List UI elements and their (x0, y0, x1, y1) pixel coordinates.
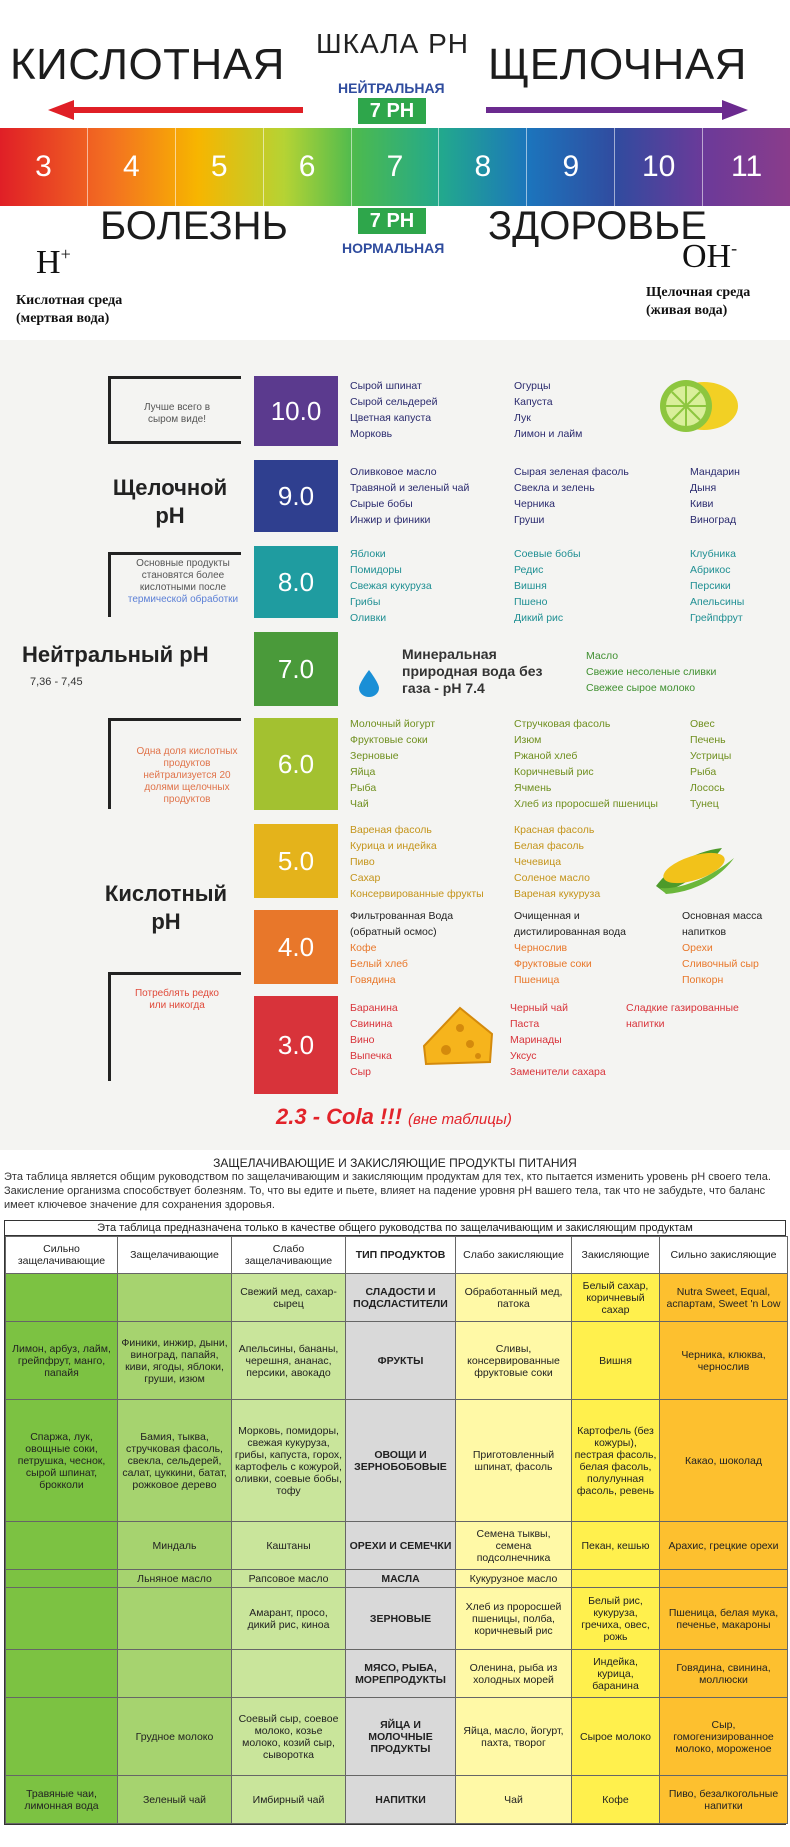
table-row (6, 1322, 788, 1400)
table-cell: НАПИТКИ (346, 1776, 456, 1824)
ph-tile-7: 7.0 (254, 632, 338, 706)
health-heading: ЗДОРОВЬЕ (488, 204, 707, 248)
table-row (6, 1522, 788, 1570)
table-cell: Яйца, масло, йогурт, пахта, творог (456, 1698, 572, 1776)
table-cell: Пекан, кешью (572, 1522, 660, 1570)
food-list: Баранина Свинина Вино Выпечка Сыр (350, 1002, 398, 1078)
ph-cell: 6 (264, 128, 352, 206)
ph-cell: 8 (439, 128, 527, 206)
table-cell (118, 1650, 232, 1698)
lime-icon (652, 376, 742, 436)
food-table (4, 1220, 786, 1825)
table-cell: Хлеб из проросшей пшеницы, полба, коричневый рис (456, 1588, 572, 1650)
water-drop-icon (356, 668, 382, 698)
table-cell (660, 1570, 788, 1588)
table-cell: Грудное молоко (118, 1698, 232, 1776)
header-cell: Закисляющие (572, 1237, 660, 1274)
table-cell: Какао, шоколад (660, 1400, 788, 1522)
ph-cell: 4 (88, 128, 176, 206)
table-row (6, 1776, 788, 1824)
ph-tile-5: 5.0 (254, 824, 338, 898)
table-cell: Индейка, курица, баранина (572, 1650, 660, 1698)
table-cell: Лимон, арбуз, лайм, грейпфрут, манго, папайя (6, 1322, 118, 1400)
ph-tile-6: 6.0 (254, 718, 338, 810)
neutral-label: НЕЙТРАЛЬНАЯ (338, 80, 445, 96)
table-cell: Черника, клюква, чернослив (660, 1322, 788, 1400)
header-cell: Слабо закисляющие (456, 1237, 572, 1274)
table-cell (118, 1274, 232, 1322)
ph-cell: 9 (527, 128, 615, 206)
cheese-icon (420, 1004, 496, 1068)
ph-tile-4: 4.0 (254, 910, 338, 984)
food-list: Сырой шпинат Сырой сельдерей Цветная капуста Морковь (350, 380, 438, 440)
table-cell: Апельсины, бананы, черешня, ананас, персики, авокадо (232, 1322, 346, 1400)
food-list: Масло Свежие несоленые сливки Свежее сырое молоко (586, 650, 717, 694)
ph-tile-3: 3.0 (254, 996, 338, 1094)
table-cell: Каштаны (232, 1522, 346, 1570)
food-list: Красная фасоль Белая фасоль Чечевица Соленое масло Вареная кукуруза (514, 824, 601, 900)
table-cell: Кофе (572, 1776, 660, 1824)
food-list: Огурцы Капуста Лук Лимон и лайм (514, 380, 583, 440)
neutral-range: 7,36 - 7,45 (30, 676, 83, 688)
table-cell (6, 1698, 118, 1776)
acid-heading: КИСЛОТНАЯ (10, 40, 285, 89)
ph-gradient-bar (0, 128, 790, 206)
neutral-ph-label: Нейтральный pH (22, 642, 209, 667)
cola-note: 2.3 - Cola !!! (вне таблицы) (276, 1104, 512, 1129)
ph-cell: 10 (615, 128, 703, 206)
ph7-badge-bottom: 7 PH (358, 208, 426, 234)
table-cell (118, 1588, 232, 1650)
normal-label: НОРМАЛЬНАЯ (342, 240, 445, 256)
table-cell (232, 1650, 346, 1698)
header-cell: Сильно закисляющие (660, 1237, 788, 1274)
ph-cell: 5 (176, 128, 264, 206)
food-table-section (0, 1150, 790, 1847)
arrow-left-icon (48, 100, 308, 120)
table-cell: Свежий мед, сахар-сырец (232, 1274, 346, 1322)
table-row (6, 1588, 788, 1650)
table-cell: Приготовленный шпинат, фасоль (456, 1400, 572, 1522)
table-cell (6, 1274, 118, 1322)
note-cooked: Основные продукты становятся более кислотными после термической обработки (127, 558, 239, 605)
header-cell: ТИП ПРОДУКТОВ (346, 1237, 456, 1274)
table-cell: Обработанный мед, патока (456, 1274, 572, 1322)
table-cell (6, 1588, 118, 1650)
header-cell: Сильно защелачивающие (6, 1237, 118, 1274)
table-cell: ОВОЩИ И ЗЕРНОБОБОВЫЕ (346, 1400, 456, 1522)
table-cell: Рапсовое масло (232, 1570, 346, 1588)
table-cell: ФРУКТЫ (346, 1322, 456, 1400)
food-list: Молочный йогурт Фруктовые соки Зерновые Яйца Рыба Чай (350, 718, 436, 810)
food-list: Мандарин Дыня Киви Виноград (690, 466, 740, 526)
food-list: Основная масса напитков Орехи Сливочный сыр Попкорн (682, 910, 763, 986)
ph-scale-section (0, 0, 790, 340)
table-cell: Белый рис, кукуруза, гречиха, овес, рожь (572, 1588, 660, 1650)
table-cell: Соевый сыр, соевое молоко, козье молоко, козий сыр, сыворотка (232, 1698, 346, 1776)
table-header-row (6, 1237, 788, 1274)
table-row (6, 1650, 788, 1698)
table-cell: Говядина, свинина, моллюски (660, 1650, 788, 1698)
table-cell: Миндаль (118, 1522, 232, 1570)
table-cell: Морковь, помидоры, свежая кукуруза, грибы, капуста, горох, картофель с кожурой, оливки, соевые бобы, тофу (232, 1400, 346, 1522)
table-cell: Сливы, консервированные фруктовые соки (456, 1322, 572, 1400)
food-list: Соевые бобы Редис Вишня Пшено Дикий рис (514, 548, 581, 624)
alkaline-note: Щелочная среда (живая вода) (646, 285, 751, 318)
table-cell: ОРЕХИ И СЕМЕЧКИ (346, 1522, 456, 1570)
h-plus-symbol: H+ (36, 244, 71, 281)
table-cell: Травяные чаи, лимонная вода (6, 1776, 118, 1824)
table-cell: Чай (456, 1776, 572, 1824)
food-list: Сладкие газированные напитки (626, 1002, 739, 1030)
table-cell: Льняное масло (118, 1570, 232, 1588)
ph-cell: 7 (352, 128, 440, 206)
table-cell: Оленина, рыба из холодных морей (456, 1650, 572, 1698)
table-caption: Эта таблица предназначена только в качестве общего руководства по защелачивающим и закисляющим продуктам (5, 1221, 785, 1236)
acidic-ph-label: Кислотный pH (104, 881, 228, 934)
header-cell: Защелачивающие (118, 1237, 232, 1274)
table-cell (6, 1522, 118, 1570)
table-row (6, 1400, 788, 1522)
table-cell: Сырое молоко (572, 1698, 660, 1776)
table-cell: Спаржа, лук, овощные соки, петрушка, чеснок, сырой шпинат, брокколи (6, 1400, 118, 1522)
note-rarely: Потреблять редко или никогда (134, 988, 219, 1011)
food-list: Вареная фасоль Курица и индейка Пиво Сахар Консервированные фрукты (350, 824, 484, 900)
note-ratio: Одна доля кислотных продуктов нейтрализуется 20 долями щелочных продуктов (136, 746, 238, 805)
table-cell: Арахис, грецкие орехи (660, 1522, 788, 1570)
scale-title: ШКАЛА РН (316, 28, 469, 59)
note-raw: Лучше всего в сыром виде! (143, 402, 211, 425)
food-list: Оливковое масло Травяной и зеленый чай Сырые бобы Инжир и финики (350, 466, 470, 526)
table-intro: Эта таблица является общим руководством по защелачивающим и закисляющим продуктам для тех, кто пытается изменить уровень pH своего тела. Закисление организма способствует болезням. То, что вы едите и пьете, влияет на падение уровня pH вашего тела, так что не забудьте, что баланс имеет ключевое значение для сохранения здоровья. (4, 1171, 771, 1211)
mineral-water-text: Минеральная природная вода без газа - pH 7.4 (402, 646, 543, 696)
alkaline-heading: ЩЕЛОЧНАЯ (488, 40, 747, 89)
ph-cell: 11 (730, 150, 763, 183)
food-list: Яблоки Помидоры Свежая кукуруза Грибы Оливки (350, 548, 432, 624)
table-cell: Пшеница, белая мука, печенье, макароны (660, 1588, 788, 1650)
table-cell: ЗЕРНОВЫЕ (346, 1588, 456, 1650)
food-list: Фильтрованная Вода (обратный осмос) Кофе Белый хлеб Говядина (350, 910, 454, 986)
table-cell: Кукурузное масло (456, 1570, 572, 1588)
table-cell: Nutra Sweet, Equal, аспартам, Sweet 'n Low (660, 1274, 788, 1322)
table-cell: Картофель (без кожуры), пестрая фасоль, белая фасоль, полулунная фасоль, ревень (572, 1400, 660, 1522)
table-row (6, 1274, 788, 1322)
food-list: Клубника Абрикос Персики Апельсины Грейпфрут (690, 548, 745, 624)
food-list: Очищенная и дистилированная вода Чернослив Фруктовые соки Пшеница (514, 910, 626, 986)
food-list: Сырая зеленая фасоль Свекла и зелень Черника Груши (514, 466, 629, 526)
food-list: Черный чай Паста Маринады Уксус Заменители сахара (510, 1002, 606, 1078)
ph-tile-9: 9.0 (254, 460, 338, 532)
table-cell: Вишня (572, 1322, 660, 1400)
food-list: Стручковая фасоль Изюм Ржаной хлеб Коричневый рис Ячмень Хлеб из проросшей пшеницы (514, 718, 658, 810)
table-cell: Амарант, просо, дикий рис, киноа (232, 1588, 346, 1650)
arrow-right-icon (486, 100, 748, 120)
header-cell: Слабо защелачивающие (232, 1237, 346, 1274)
corn-icon (650, 838, 740, 894)
table-cell: Белый сахар, коричневый сахар (572, 1274, 660, 1322)
ph7-badge-top: 7 PH (358, 98, 426, 124)
table-cell (6, 1570, 118, 1588)
table-cell: Сыр, гомогенизированное молоко, мороженое (660, 1698, 788, 1776)
table-row (6, 1698, 788, 1776)
ph-tile-8: 8.0 (254, 546, 338, 618)
table-cell: МЯСО, РЫБА, МОРЕПРОДУКТЫ (346, 1650, 456, 1698)
table-cell: Семена тыквы, семена подсолнечника (456, 1522, 572, 1570)
ph-tile-10: 10.0 (254, 376, 338, 446)
alkaline-ph-label: Щелочной pH (112, 475, 228, 528)
table-cell: ЯЙЦА И МОЛОЧНЫЕ ПРОДУКТЫ (346, 1698, 456, 1776)
table-cell: МАСЛА (346, 1570, 456, 1588)
table-title: ЗАЩЕЛАЧИВАЮЩИЕ И ЗАКИСЛЯЮЩИЕ ПРОДУКТЫ ПИТАНИЯ (213, 1156, 577, 1170)
table-cell: Имбирный чай (232, 1776, 346, 1824)
food-ph-chart (0, 340, 790, 1150)
table-cell: Бамия, тыква, стручковая фасоль, свекла, сельдерей, салат, цуккини, батат, рожковое дерево (118, 1400, 232, 1522)
table-cell: Пиво, безалкогольные напитки (660, 1776, 788, 1824)
table-cell: Зеленый чай (118, 1776, 232, 1824)
table-cell (6, 1650, 118, 1698)
oh-minus-symbol: OH- (682, 238, 738, 275)
food-list: Овес Печень Устрицы Рыба Лосось Тунец (690, 718, 732, 810)
table-cell: СЛАДОСТИ И ПОДСЛАСТИТЕЛИ (346, 1274, 456, 1322)
table-cell (572, 1570, 660, 1588)
table-row (6, 1570, 788, 1588)
ph-cell: 3 (0, 128, 88, 206)
disease-heading: БОЛЕЗНЬ (100, 204, 288, 248)
acid-note: Кислотная среда (мертвая вода) (16, 293, 123, 326)
table-cell: Финики, инжир, дыни, виноград, папайя, киви, ягоды, яблоки, груши, изюм (118, 1322, 232, 1400)
